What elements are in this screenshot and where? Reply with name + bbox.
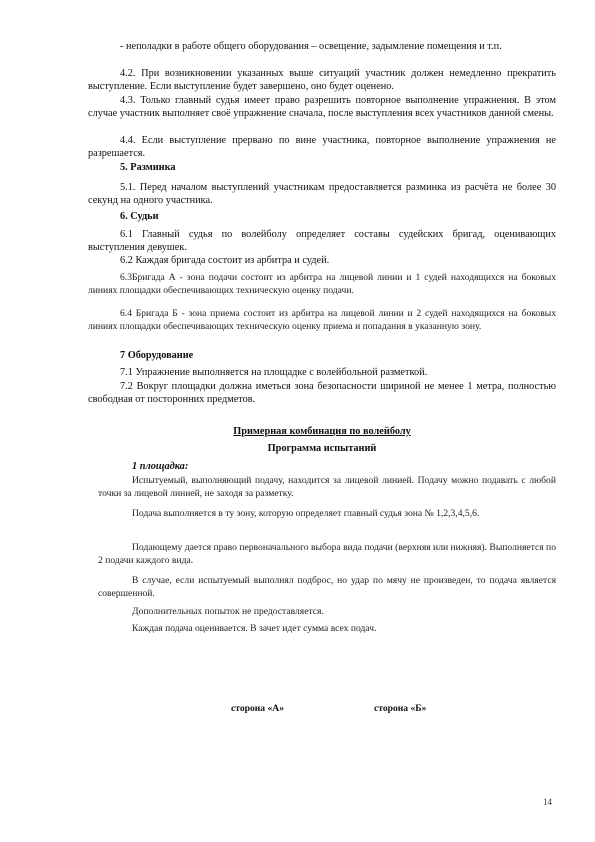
paragraph-serve-choice: Подающему дается право первоначального выбора вида подачи (верхняя или нижняя). Выполняется по 2 подачи каждого вида. [98, 542, 556, 567]
heading-court-1: 1 площадка: [132, 461, 189, 472]
paragraph-server-position: Испытуемый, выполняющий подачу, находится за лицевой линией. Подачу можно подавать с любой точки за лицевой линией, не заходя за разметку. [98, 475, 556, 500]
page-number: 14 [543, 797, 552, 807]
side-a-label: сторона «А» [231, 703, 285, 714]
paragraph-equipment-issue: - неполадки в работе общего оборудования – освещение, задымление помещения и т.п. [120, 41, 502, 52]
paragraph-6-2: 6.2 Каждая бригада состоит из арбитра и судей. [120, 255, 330, 266]
paragraph-4-4: 4.4. Если выступление прервано по вине участника, повторное выполнение упражнения не разрешается. [88, 135, 556, 160]
heading-equipment: 7 Оборудование [120, 350, 194, 361]
heading-warmup: 5. Разминка [120, 162, 176, 173]
paragraph-4-2: 4.2. При возникновении указанных выше ситуаций участник должен немедленно прекратить выступление. Если выступление будет завершено, оно будет оценено. [88, 68, 556, 93]
paragraph-6-3: 6.3Бригада А - зона подачи состоит из арбитра на лицевой линии и 1 судей находящихся на боковых линиях площадки обеспечивающих техническую оценку подачи. [88, 272, 556, 297]
paragraph-6-4: 6.4 Бригада Б - зона приема состоит из арбитра на лицевой линии и 2 судей находящихся на боковых линиях площадки обеспечивающих техническую оценку приема и попадания в указанную зону. [88, 308, 556, 333]
paragraph-7-1: 7.1 Упражнение выполняется на площадке с волейбольной разметкой. [120, 367, 428, 378]
paragraph-scoring: Каждая подача оценивается. В зачет идет сумма всех подач. [132, 623, 377, 634]
heading-sample-combination: Примерная комбинация по волейболу [233, 426, 411, 437]
heading-judges: 6. Судьи [120, 211, 159, 222]
paragraph-no-extra-attempts: Дополнительных попыток не предоставляется. [132, 606, 324, 617]
paragraph-6-1: 6.1 Главный судья по волейболу определяет составы судейских бригад, оценивающих выступления девушек. [88, 229, 556, 254]
paragraph-toss-rule: В случае, если испытуемый выполнял подброс, но удар по мячу не произведен, то подача является совершенной. [98, 575, 556, 600]
paragraph-5-1: 5.1. Перед началом выступлений участникам предоставляется разминка из расчёта не более 30 секунд на одного участника. [88, 182, 556, 207]
paragraph-4-3: 4.3. Только главный судья имеет право разрешить повторное выполнение упражнения. В этом случае участник выполняет своё упражнение сначала, после выступления всех участников данной смены. [88, 95, 556, 120]
side-b-label: сторона «Б» [374, 703, 427, 714]
paragraph-7-2: 7.2 Вокруг площадки должна иметься зона безопасности шириной не менее 1 метра, полностью свободная от посторонних предметов. [88, 381, 556, 406]
paragraph-serve-zone: Подача выполняется в ту зону, которую определяет главный судья зона № 1,2,3,4,5,6. [132, 508, 480, 519]
heading-test-program: Программа испытаний [267, 443, 377, 454]
